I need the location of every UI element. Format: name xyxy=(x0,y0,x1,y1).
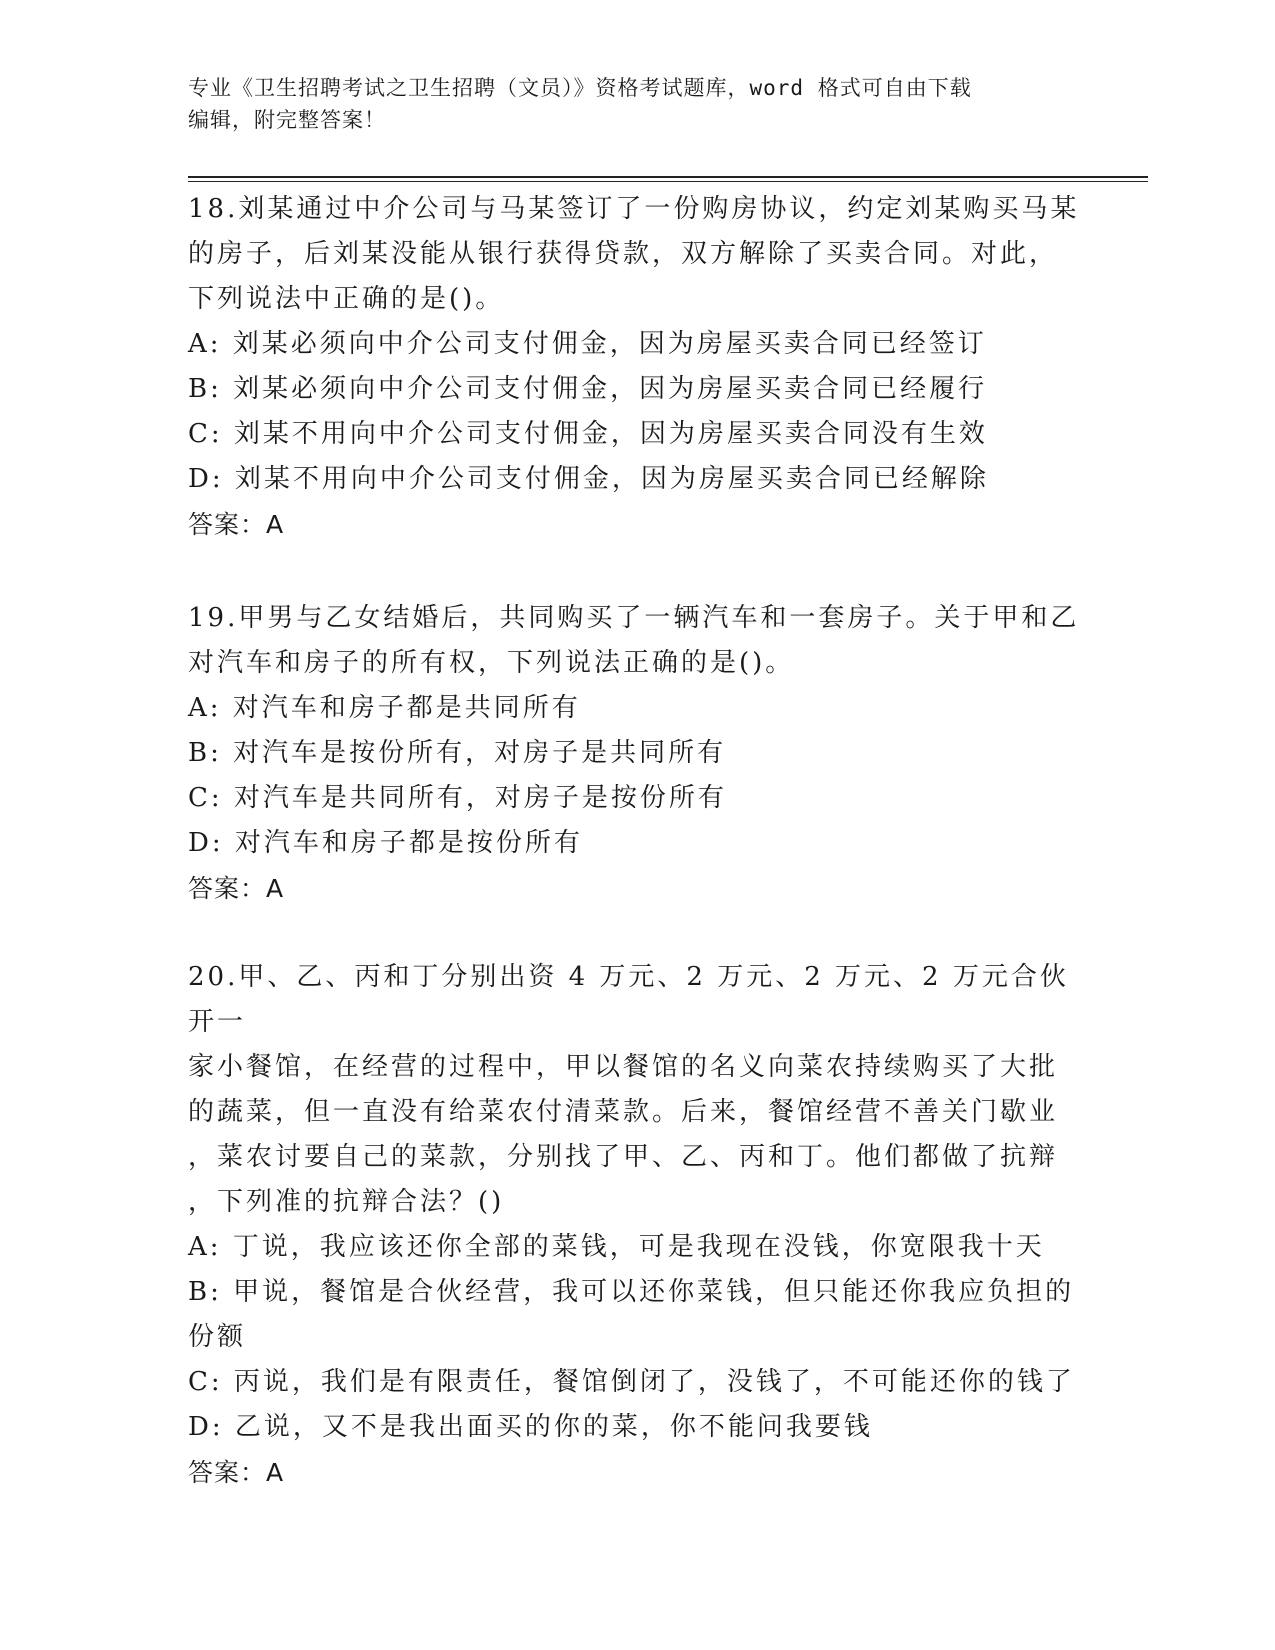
question-19 xyxy=(188,596,1088,911)
question-20 xyxy=(188,955,1088,1495)
document-header xyxy=(188,72,1088,136)
question-text-line: ，下列准的抗辩合法？() xyxy=(188,1187,505,1217)
option-c: C: 刘某不用向中介公司支付佣金，因为房屋买卖合同没有生效 xyxy=(188,419,988,449)
question-text-line: 家小餐馆，在经营的过程中，甲以餐馆的名义向菜农持续购买了大批 xyxy=(188,1052,1059,1082)
header-divider-thin xyxy=(188,181,1148,182)
option-d: D: 刘某不用向中介公司支付佣金，因为房屋买卖合同已经解除 xyxy=(188,464,989,494)
question-text-line: 的蔬菜，但一直没有给菜农付清菜款。后来，餐馆经营不善关门歇业 xyxy=(188,1097,1059,1127)
answer: 答案：A xyxy=(188,1458,285,1487)
question-text-line: 20.甲、乙、丙和丁分别出资 4 万元、2 万元、2 万元、2 万元合伙开一 xyxy=(188,962,1069,1037)
question-text-line: 的房子，后刘某没能从银行获得贷款，双方解除了买卖合同。对此， xyxy=(188,239,1059,269)
question-18 xyxy=(188,187,1088,547)
question-text-line: 19.甲男与乙女结婚后，共同购买了一辆汽车和一套房子。关于甲和乙 xyxy=(188,603,1080,633)
answer: 答案：A xyxy=(188,874,285,903)
question-text-line: ，菜农讨要自己的菜款，分别找了甲、乙、丙和丁。他们都做了抗辩 xyxy=(188,1142,1059,1172)
option-a: A: 丁说，我应该还你全部的菜钱，可是我现在没钱，你宽限我十天 xyxy=(188,1232,1045,1262)
option-c: C: 丙说，我们是有限责任，餐馆倒闭了，没钱了，不可能还你的钱了 xyxy=(188,1367,1075,1397)
option-d: D: 对汽车和房子都是按份所有 xyxy=(188,828,583,858)
option-b: B: 甲说，餐馆是合伙经营，我可以还你菜钱，但只能还你我应负担的 xyxy=(188,1277,1075,1307)
option-a: A: 对汽车和房子都是共同所有 xyxy=(188,693,581,723)
option-a: A: 刘某必须向中介公司支付佣金，因为房屋买卖合同已经签订 xyxy=(188,329,987,359)
header-divider-thick xyxy=(188,176,1148,178)
header-line-2: 编辑，附完整答案！ xyxy=(188,108,386,132)
question-text-line: 18.刘某通过中介公司与马某签订了一份购房协议，约定刘某购买马某 xyxy=(188,194,1080,224)
header-line-1: 专业《卫生招聘考试之卫生招聘（文员）》资格考试题库，word 格式可自由下载 xyxy=(188,76,972,100)
option-d: D: 乙说，又不是我出面买的你的菜，你不能问我要钱 xyxy=(188,1412,873,1442)
question-text-line: 下列说法中正确的是()。 xyxy=(188,284,505,314)
option-c: C: 对汽车是共同所有，对房子是按份所有 xyxy=(188,783,727,813)
option-b: B: 刘某必须向中介公司支付佣金，因为房屋买卖合同已经履行 xyxy=(188,374,988,404)
option-b: B: 对汽车是按份所有，对房子是共同所有 xyxy=(188,738,727,768)
answer: 答案：A xyxy=(188,510,285,539)
question-text-line: 对汽车和房子的所有权，下列说法正确的是()。 xyxy=(188,648,795,678)
option-b-continued: 份额 xyxy=(188,1322,247,1352)
